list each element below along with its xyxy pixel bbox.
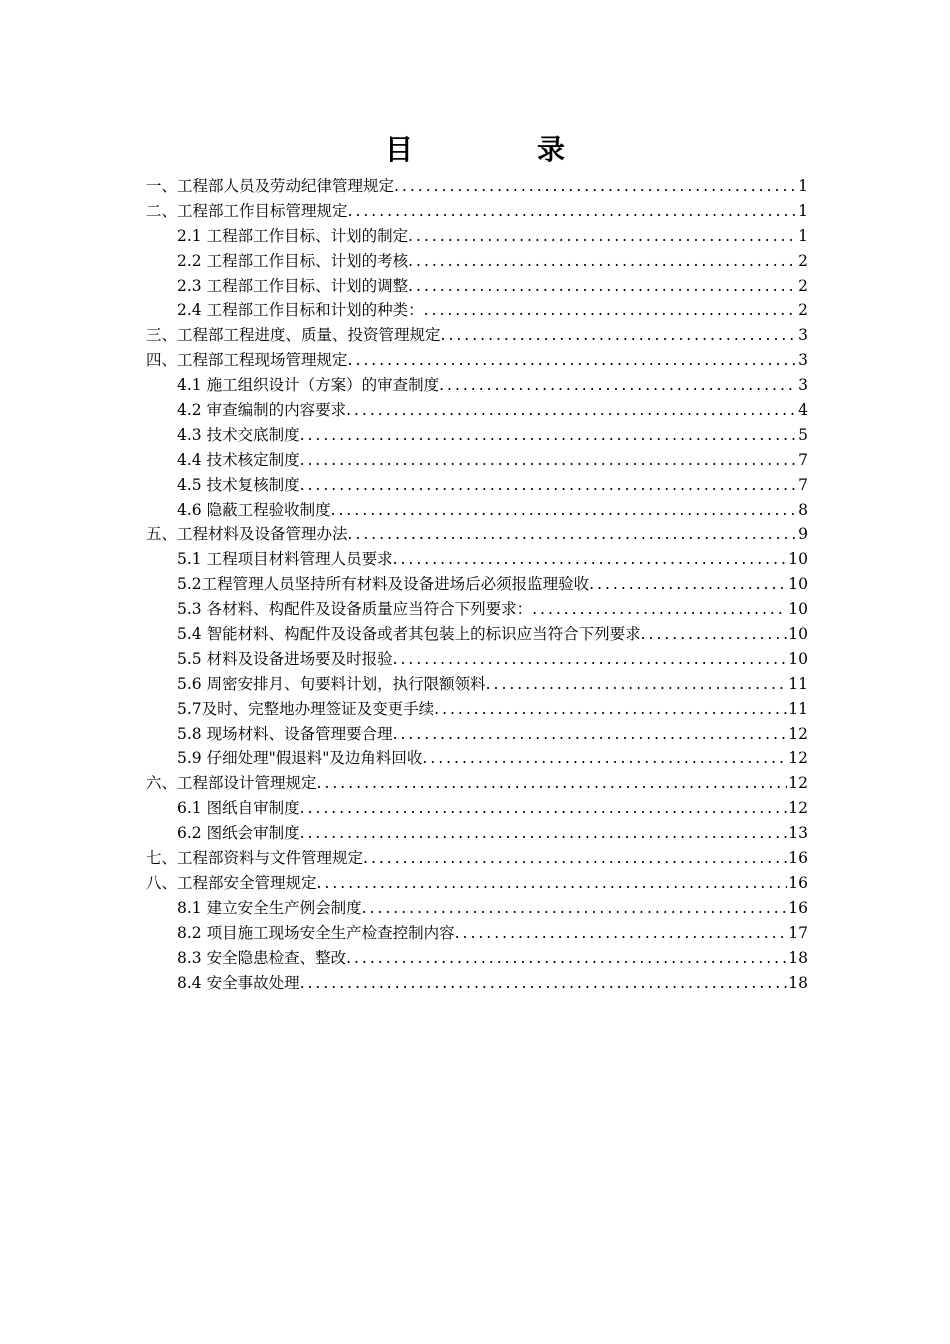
toc-dot-leader: [331, 498, 798, 523]
toc-entry-section[interactable]: [146, 921, 808, 946]
toc-entry-section[interactable]: [146, 971, 808, 996]
toc-entry-section[interactable]: [146, 896, 808, 921]
toc-entry-section[interactable]: [146, 597, 808, 622]
toc-entry-label: 六、工程部设计管理规定: [146, 774, 317, 793]
toc-entry-label: 4.1 施工组织设计（方案）的审查制度: [177, 376, 440, 395]
toc-entry-label: 4.3 技术交底制度: [177, 425, 300, 444]
toc-dot-leader: [439, 373, 797, 398]
toc-dot-leader: [532, 597, 787, 622]
toc-dot-leader: [394, 174, 797, 199]
toc-entry-section[interactable]: [146, 572, 808, 597]
toc-entry-label: 2.4 工程部工作目标和计划的种类：: [177, 301, 424, 320]
toc-entry-page-number: 3: [798, 326, 808, 345]
toc-entry-page-number: 1: [798, 201, 808, 220]
toc-dot-leader: [300, 423, 798, 448]
toc-entry-page-number: 12: [788, 724, 808, 743]
toc-entry-label: 5.9 仔细处理"假退料"及边角料回收: [177, 749, 423, 768]
toc-entry-section[interactable]: [146, 473, 808, 498]
toc-entry-section[interactable]: [146, 249, 808, 274]
table-of-contents: [146, 174, 808, 995]
toc-entry-section[interactable]: [146, 224, 808, 249]
toc-dot-leader: [408, 224, 797, 249]
toc-entry-chapter[interactable]: [146, 199, 808, 224]
toc-entry-page-number: 16: [788, 898, 808, 917]
toc-entry-label: 5.4 智能材料、构配件及设备或者其包装上的标识应当符合下列要求: [177, 625, 641, 644]
toc-dot-leader: [455, 921, 788, 946]
toc-entry-label: 五、工程材料及设备管理办法: [146, 525, 348, 544]
toc-entry-label: 8.4 安全事故处理: [177, 973, 300, 992]
toc-dot-leader: [317, 771, 788, 796]
toc-entry-label: 5.5 材料及设备进场要及时报验: [177, 649, 393, 668]
toc-dot-leader: [300, 821, 788, 846]
toc-entry-section[interactable]: [146, 373, 808, 398]
toc-dot-leader: [363, 846, 787, 871]
toc-dot-leader: [300, 796, 788, 821]
toc-entry-label: 四、工程部工程现场管理规定: [146, 351, 348, 370]
toc-entry-page-number: 4: [798, 401, 808, 420]
toc-entry-page-number: 10: [788, 649, 808, 668]
toc-entry-page-number: 1: [798, 177, 808, 195]
toc-entry-page-number: 12: [788, 799, 808, 818]
toc-entry-section[interactable]: [146, 672, 808, 697]
toc-entry-label: 5.8 现场材料、设备管理要合理: [177, 724, 393, 743]
toc-entry-page-number: 10: [788, 575, 808, 594]
toc-entry-page-number: 11: [788, 699, 808, 718]
toc-entry-chapter[interactable]: [146, 348, 808, 373]
toc-entry-page-number: 8: [798, 500, 808, 519]
toc-entry-page-number: 3: [798, 351, 808, 370]
toc-entry-label: 八、工程部安全管理规定: [146, 873, 317, 892]
toc-entry-page-number: 17: [788, 923, 808, 942]
toc-entry-page-number: 18: [788, 973, 808, 992]
toc-dot-leader: [393, 547, 788, 572]
toc-entry-label: 5.3 各材料、构配件及设备质量应当符合下列要求：: [177, 600, 533, 619]
toc-entry-section[interactable]: [146, 796, 808, 821]
toc-entry-page-number: 18: [788, 948, 808, 967]
toc-entry-section[interactable]: [146, 647, 808, 672]
toc-entry-page-number: 7: [798, 475, 808, 494]
toc-entry-page-number: 10: [788, 550, 808, 569]
toc-entry-label: 2.3 工程部工作目标、计划的调整: [177, 276, 409, 295]
toc-entry-label: 七、工程部资料与文件管理规定: [146, 849, 364, 868]
toc-entry-section[interactable]: [146, 821, 808, 846]
toc-dot-leader: [317, 871, 788, 896]
toc-entry-page-number: 9: [798, 525, 808, 544]
toc-entry-section[interactable]: [146, 697, 808, 722]
toc-entry-label: 5.6 周密安排月、旬要料计划，执行限额领料: [177, 674, 486, 693]
toc-entry-page-number: 12: [788, 749, 808, 768]
toc-entry-section[interactable]: [146, 274, 808, 299]
toc-entry-page-number: 16: [788, 849, 808, 868]
toc-entry-label: 4.5 技术复核制度: [177, 475, 300, 494]
toc-dot-leader: [300, 971, 788, 996]
toc-entry-section[interactable]: [146, 746, 808, 771]
toc-entry-label: 5.1 工程项目材料管理人员要求: [177, 550, 393, 569]
toc-entry-page-number: 16: [788, 873, 808, 892]
toc-entry-page-number: 10: [788, 600, 808, 619]
toc-dot-leader: [641, 622, 788, 647]
toc-dot-leader: [408, 274, 797, 299]
toc-entry-label: 二、工程部工作目标管理规定: [146, 201, 348, 220]
toc-title: 目 录: [384, 133, 613, 166]
toc-dot-leader: [441, 323, 798, 348]
toc-entry-label: 8.1 建立安全生产例会制度: [177, 898, 362, 917]
toc-entry-page-number: 2: [798, 251, 808, 270]
toc-entry-label: 8.2 项目施工现场安全生产检查控制内容: [177, 923, 455, 942]
toc-entry-page-number: 11: [788, 674, 808, 693]
toc-entry-page-number: 13: [788, 824, 808, 843]
toc-dot-leader: [393, 722, 788, 747]
toc-entry-chapter[interactable]: [146, 871, 808, 896]
toc-entry-label: 4.2 审查编制的内容要求: [177, 401, 347, 420]
toc-dot-leader: [348, 199, 798, 224]
toc-entry-page-number: 3: [798, 376, 808, 395]
toc-dot-leader: [300, 448, 798, 473]
toc-dot-leader: [393, 647, 788, 672]
toc-entry-label: 6.2 图纸会审制度: [177, 824, 300, 843]
toc-entry-page-number: 7: [798, 450, 808, 469]
toc-entry-chapter[interactable]: [146, 522, 808, 547]
toc-entry-chapter[interactable]: [146, 323, 808, 348]
toc-entry-page-number: 2: [798, 301, 808, 320]
toc-entry-label: 4.6 隐蔽工程验收制度: [177, 500, 331, 519]
toc-dot-leader: [346, 398, 797, 423]
toc-dot-leader: [434, 697, 787, 722]
toc-entry-page-number: 12: [788, 774, 808, 793]
toc-entry-page-number: 5: [798, 425, 808, 444]
toc-entry-label: 2.1 工程部工作目标、计划的制定: [177, 226, 409, 245]
toc-entry-chapter[interactable]: [146, 174, 808, 199]
toc-entry-label: 8.3 安全隐患检查、整改: [177, 948, 347, 967]
toc-entry-label: 6.1 图纸自审制度: [177, 799, 300, 818]
toc-dot-leader: [300, 473, 798, 498]
toc-entry-section[interactable]: [146, 423, 808, 448]
toc-dot-leader: [408, 249, 797, 274]
toc-dot-leader: [346, 946, 787, 971]
toc-entry-label: 三、工程部工程进度、质量、投资管理规定: [146, 326, 441, 345]
toc-entry-label: 一、工程部人员及劳动纪律管理规定: [146, 177, 395, 195]
toc-dot-leader: [348, 522, 798, 547]
toc-entry-label: 2.2 工程部工作目标、计划的考核: [177, 251, 409, 270]
toc-entry-section[interactable]: [146, 398, 808, 423]
toc-entry-section[interactable]: [146, 547, 808, 572]
toc-entry-section[interactable]: [146, 298, 808, 323]
toc-entry-page-number: 10: [788, 625, 808, 644]
toc-dot-leader: [362, 896, 788, 921]
toc-dot-leader: [589, 572, 787, 597]
toc-entry-label: 5.7及时、完整地办理签证及变更手续: [177, 699, 435, 718]
toc-entry-section[interactable]: [146, 498, 808, 523]
toc-entry-chapter[interactable]: [146, 846, 808, 871]
toc-entry-page-number: 2: [798, 276, 808, 295]
toc-dot-leader: [486, 672, 788, 697]
toc-dot-leader: [424, 298, 798, 323]
toc-entry-label: 4.4 技术核定制度: [177, 450, 300, 469]
toc-dot-leader: [348, 348, 798, 373]
toc-entry-section[interactable]: [146, 946, 808, 971]
toc-entry-chapter[interactable]: [146, 771, 808, 796]
toc-entry-section[interactable]: [146, 622, 808, 647]
toc-dot-leader: [422, 746, 787, 771]
toc-entry-section[interactable]: [146, 448, 808, 473]
toc-entry-page-number: 1: [798, 226, 808, 245]
toc-entry-section[interactable]: [146, 722, 808, 747]
toc-entry-label: 5.2工程管理人员坚持所有材料及设备进场后必须报监理验收: [177, 575, 590, 594]
